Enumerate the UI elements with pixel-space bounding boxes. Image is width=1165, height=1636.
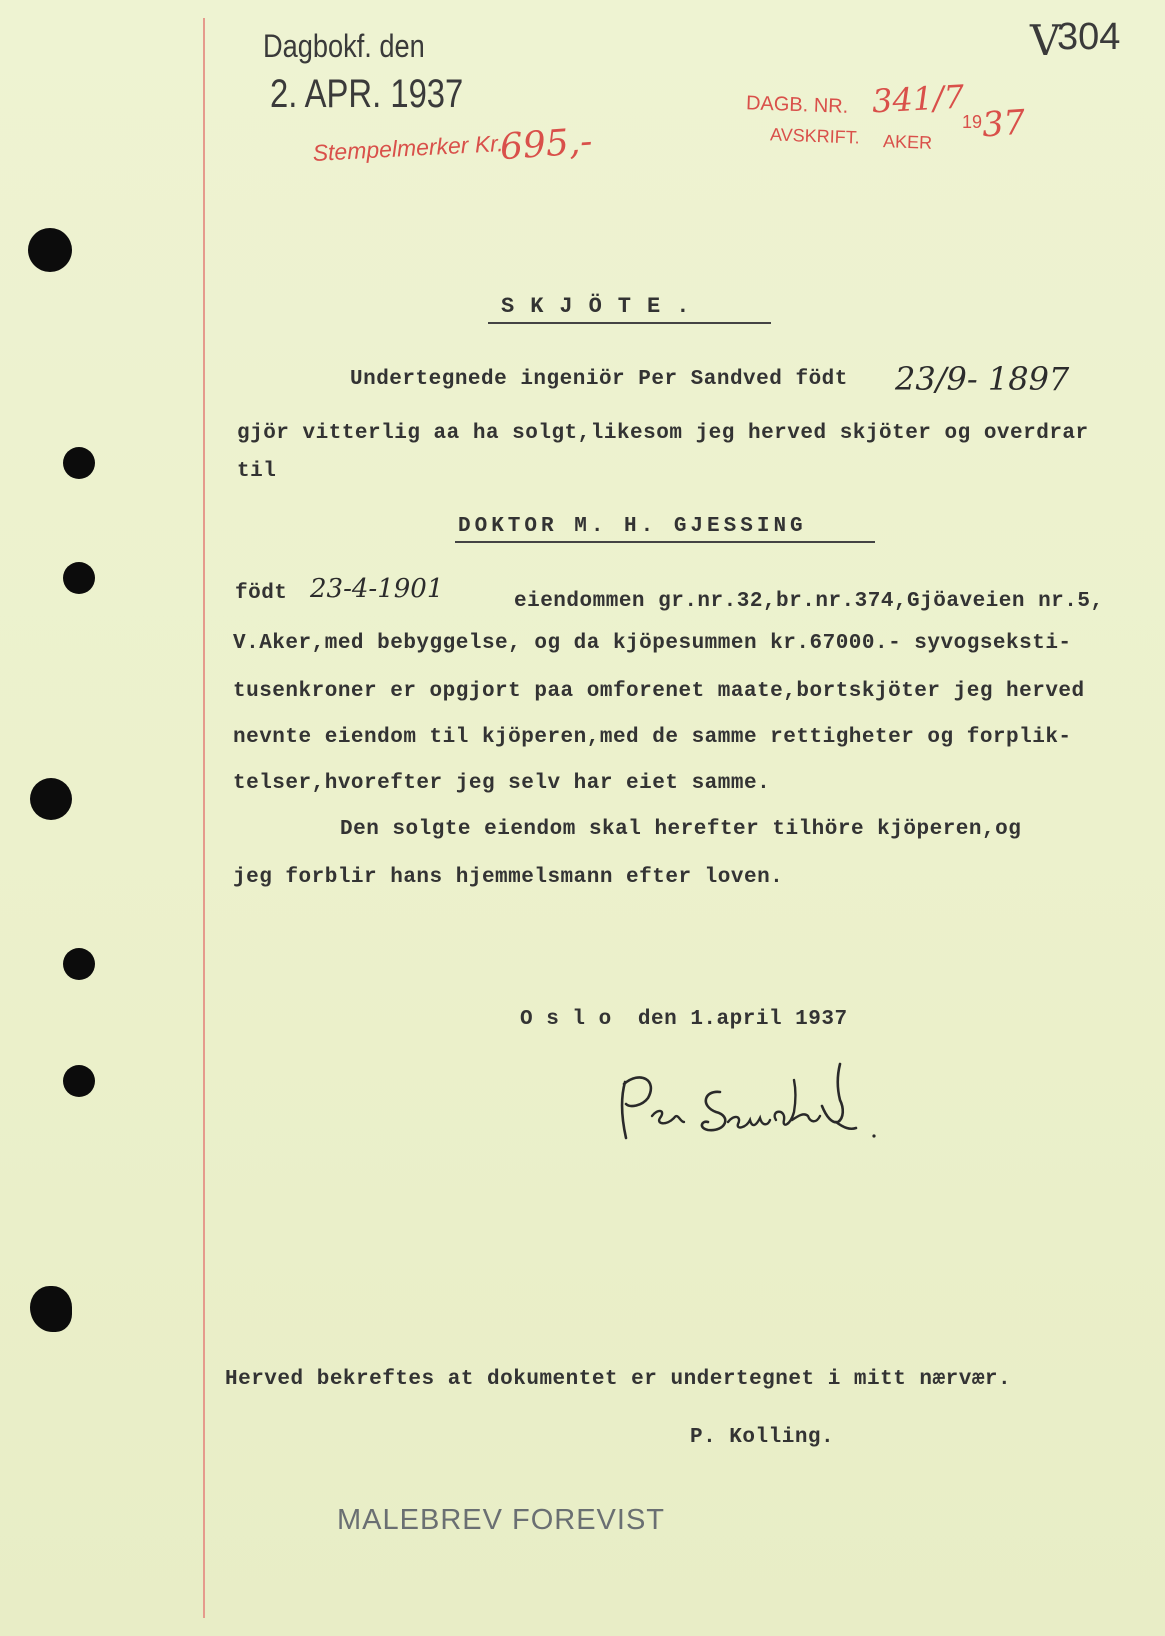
title-underline [488,322,771,324]
stempel-amount: 695,- [498,120,594,169]
dagb-number: 341/7 [871,77,966,121]
witness-name: P. Kolling. [690,1426,835,1449]
document-title: SKJÖTE. [501,294,706,319]
body-line-10: jeg forblir hans hjemmelsmann efter loven. [233,866,784,889]
buyer-underline [455,541,875,543]
signature-per-sandved [600,1050,890,1150]
punch-hole [28,228,72,272]
seller-birth: 23/9- 1897 [895,360,1070,398]
body-line-8: telser,hvorefter jeg selv har eiet samme. [233,772,771,795]
confirmation-line: Herved bekreftes at dokumentet er undertegnet i mitt nærvær. [225,1368,1012,1391]
body-line-3: til [237,460,277,483]
punch-hole [30,778,72,820]
punch-hole [63,948,95,980]
avskrift-place: AKER [882,131,933,153]
margin-line [203,18,205,1618]
punch-hole [63,562,95,594]
buyer-born-label: födt [235,582,288,605]
body-line-7: nevnte eiendom til kjöperen,med de samme rettigheter og forplik- [233,726,1072,749]
malebrev-stamp: MALEBREV FOREVIST [337,1504,666,1536]
stempel-label: Stempelmerker Kr. [312,130,504,166]
folio-number: 304 [1057,16,1121,58]
place-date: O s l o den 1.april 1937 [520,1008,848,1031]
punch-hole [30,1286,72,1332]
avskrift-label: AVSKRIFT. [769,124,861,148]
body-line-5: V.Aker,med bebyggelse, og da kjöpesummen kr.67000.- syvogseksti- [233,632,1072,655]
property-line: eiendommen gr.nr.32,br.nr.374,Gjöaveien nr.5, [514,590,1104,613]
buyer-birth: 23-4-1901 [310,574,444,604]
dagb-year: 37 [980,102,1027,146]
punch-hole [63,1065,95,1097]
punch-hole [63,447,95,479]
dagb-label: DAGB. NR. [745,92,849,118]
buyer-name: DOKTOR M. H. GJESSING [458,515,807,538]
dagb-year-prefix: 19 [962,112,983,132]
dagbokf-date: 2. APR. 1937 [270,72,464,116]
dagbokf-label: Dagbokf. den [263,28,425,64]
seller-line: Undertegnede ingeniör Per Sandved födt [350,368,848,391]
body-line-2: gjör vitterlig aa ha solgt,likesom jeg herved skjöter og overdrar [237,422,1089,445]
folio-check: V [1030,16,1061,65]
body-line-9: Den solgte eiendom skal herefter tilhöre kjöperen,og [340,818,1022,841]
body-line-6: tusenkroner er opgjort paa omforenet maate,bortskjöter jeg herved [233,680,1085,703]
